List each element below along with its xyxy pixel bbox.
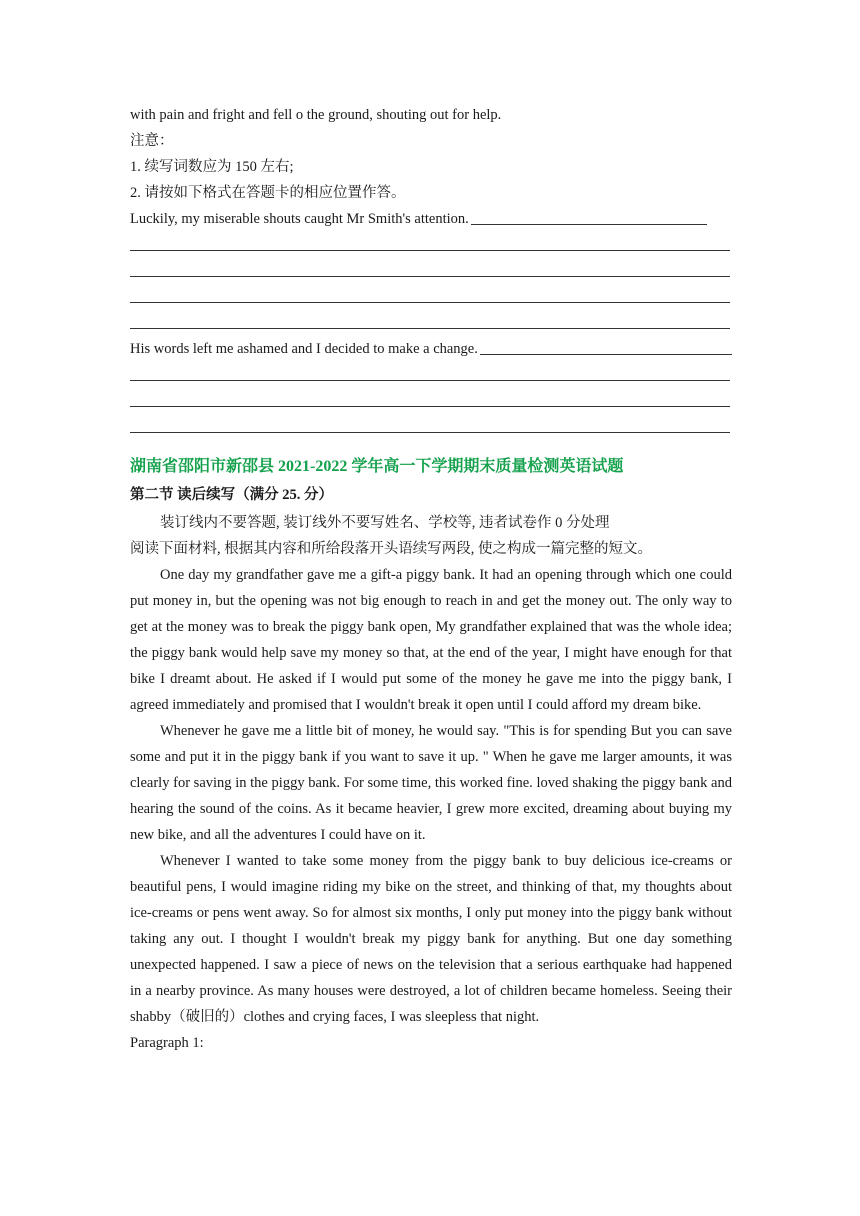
story-paragraph-2: Whenever he gave me a little bit of money, he would say. "This is for spending But you can save some and put it in the piggy bank if you want to save it up. " When he gave me larger amounts, it was clearly for saving in the piggy bank. For some time, this worked fine. loved shaking the piggy bank and hearing the sound of the coins. As it became heavier, I grew more excited, dreaming about buying my new bike, and all the adventures I could have on it.: [130, 723, 732, 843]
lead-sentence-2: His words left me ashamed and I decided to make a change.: [130, 341, 478, 357]
page-content: [130, 102, 732, 1056]
note-item-2: 2. 请按如下格式在答题卡的相应位置作答。: [130, 185, 406, 201]
answer-line: [130, 388, 732, 414]
note-item-1: 1. 续写词数应为 150 左右;: [130, 159, 294, 175]
answer-blank: [471, 224, 707, 225]
paragraph-label: Paragraph 1:: [130, 1035, 204, 1051]
lead-sentence-1: Luckily, my miserable shouts caught Mr Smith's attention.: [130, 211, 469, 227]
note-label: 注意：: [130, 133, 174, 149]
instruction: 阅读下面材料, 根据其内容和所给段落开头语续写两段, 使之构成一篇完整的短文。: [130, 541, 652, 557]
answer-lead-line-2: [130, 336, 732, 362]
answer-line: [130, 310, 732, 336]
answer-line: [130, 232, 732, 258]
answer-line: [130, 414, 732, 440]
story-continuation: with pain and fright and fell o the ground, shouting out for help.: [130, 107, 502, 123]
answer-blank: [480, 354, 732, 355]
binding-note: 装订线内不要答题, 装订线外不要写姓名、学校等, 违者试卷作 0 分处理: [160, 515, 610, 531]
story-paragraph-3: Whenever I wanted to take some money from the piggy bank to buy delicious ice-creams or beautiful pens, I would imagine riding my bike on the street, and thinking of that, my thoughts about ice-creams or pens went away. So for almost six months, I only put money into the piggy bank without taking any out. I thought I wouldn't break my piggy bank for anything. But one day something unexpected happened. I saw a piece of news on the television that a serious earthquake had happened in a nearby province. As many houses were destroyed, a lot of children became homeless. Seeing their shabby（破旧的）clothes and crying faces, I was sleepless that night.: [130, 853, 732, 1025]
answer-line: [130, 284, 732, 310]
answer-line: [130, 362, 732, 388]
story-paragraph-1: One day my grandfather gave me a gift-a piggy bank. It had an opening through which one could put money in, but the opening was not big enough to reach in and get the money out. The only way to get at the money was to break the piggy bank open, My grandfather explained that was the whole idea; the piggy bank would help save my money so that, at the end of the year, I might have enough for that bike I dreamt about. He asked if I would put some of the money he gave me into the piggy bank, I agreed immediately and promised that I wouldn't break it open until I could afford my dream bike.: [130, 567, 732, 713]
answer-lead-line-1: [130, 206, 732, 232]
section-subtitle: 第二节 读后续写（满分 25. 分）: [130, 487, 333, 503]
answer-line: [130, 258, 732, 284]
exam-title: 湖南省邵阳市新邵县 2021-2022 学年高一下学期期末质量检测英语试题: [130, 458, 624, 475]
